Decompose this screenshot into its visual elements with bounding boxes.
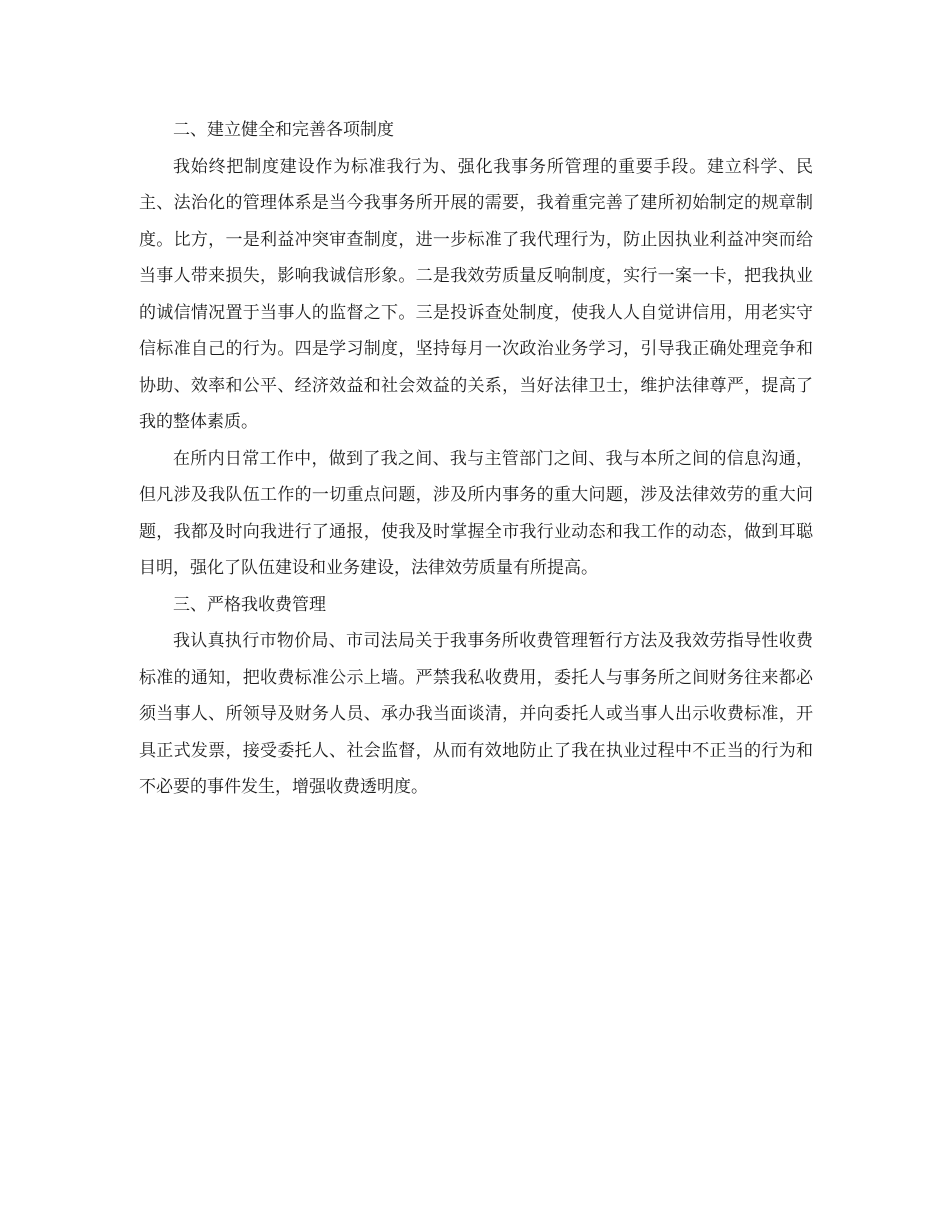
document-body — [139, 112, 813, 806]
section-heading: 三、严格我收费管理 — [173, 594, 326, 615]
body-paragraph: 我认真执行市物价局、市司法局关于我事务所收费管理暂行方法及我效劳指导性收费标准的通知，把收费标准公示上墙。严禁我私收费用，委托人与事务所之间财务往来都必须当事人、所领导及财务人员、承办我当面谈清，并向委托人或当事人出示收费标准，开具正式发票，接受委托人、社会监督，从而有效地防止了我在执业过程中不正当的行为和不必要的事件发生，增强收费透明度。 — [139, 631, 813, 797]
body-paragraph: 我始终把制度建设作为标准我行为、强化我事务所管理的重要手段。建立科学、民主、法治化的管理体系是当今我事务所开展的需要，我着重完善了建所初始制定的规章制度。比方，一是利益冲突审查制度，进一步标准了我代理行为，防止因执业利益冲突而给当事人带来损失，影响我诚信形象。二是我效劳质量反响制度，实行一案一卡，把我执业的诚信情况置于当事人的监督之下。三是投诉查处制度，使我人人自觉讲信用，用老实守信标准自己的行为。四是学习制度，坚持每月一次政治业务学习，引导我正确处理竞争和协助、效率和公平、经济效益和社会效益的关系，当好法律卫士，维护法律尊严，提高了我的整体素质。 — [139, 156, 813, 432]
section-heading: 二、建立健全和完善各项制度 — [173, 120, 394, 140]
body-paragraph: 在所内日常工作中，做到了我之间、我与主管部门之间、我与本所之间的信息沟通，但凡涉及我队伍工作的一切重点问题，涉及所内事务的重大问题，涉及法律效劳的重大问题，我都及时向我进行了通报，使我及时掌握全市我行业动态和我工作的动态，做到耳聪目明，强化了队伍建设和业务建设，法律效劳质量有所提高。 — [139, 448, 813, 578]
